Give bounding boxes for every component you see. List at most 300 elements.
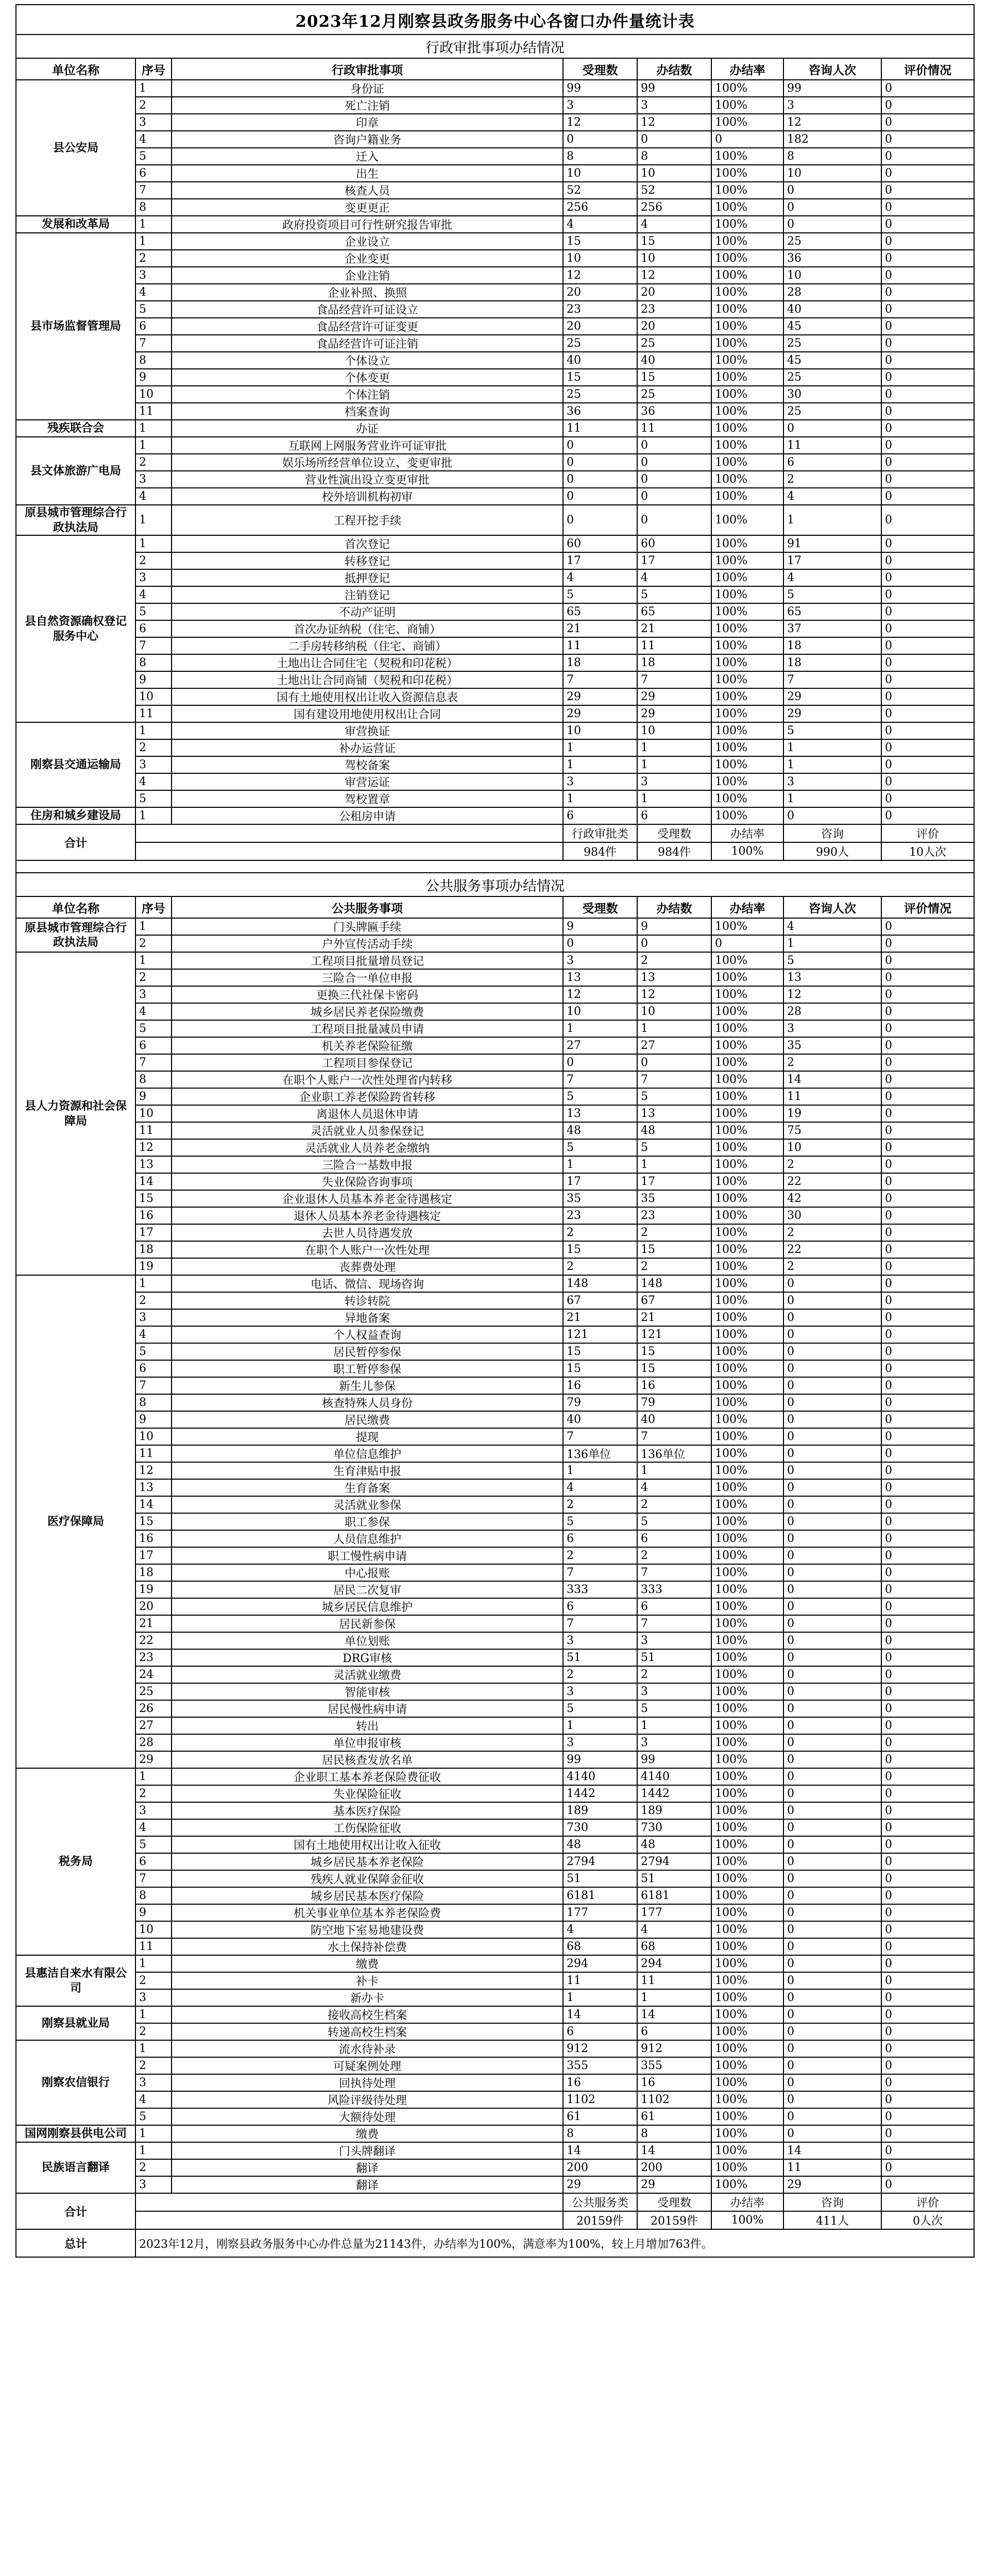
- table-row: [16, 935, 974, 952]
- accepted-count: 61: [563, 2108, 637, 2125]
- completed-count: 13: [637, 1105, 711, 1122]
- consultations: 75: [783, 1122, 881, 1139]
- completion-rate: 100%: [711, 1139, 783, 1156]
- accepted-count: 1: [563, 1717, 637, 1734]
- row-number: 6: [135, 1037, 172, 1054]
- completion-rate: 100%: [711, 790, 783, 807]
- approval-table: [15, 4, 975, 2258]
- consultations: 0: [783, 199, 881, 216]
- table-row: [16, 1173, 974, 1190]
- evaluations: 0: [881, 352, 974, 369]
- consultations: 0: [783, 2023, 881, 2040]
- row-number: 1: [135, 2142, 172, 2159]
- completed-count: 1: [637, 1989, 711, 2006]
- row-number: 1: [135, 216, 172, 233]
- header-cell: 受理数: [563, 58, 637, 80]
- completion-rate: 100%: [711, 569, 783, 586]
- evaluations: 0: [881, 1989, 974, 2006]
- total-value: 411人: [783, 2211, 881, 2229]
- item-name: 转递高校生档案: [172, 2023, 563, 2040]
- consultations: 0: [783, 1887, 881, 1904]
- table-row: [16, 1547, 974, 1564]
- evaluations: 0: [881, 603, 974, 620]
- consultations: 0: [783, 2006, 881, 2023]
- completed-count: 16: [637, 1377, 711, 1394]
- accepted-count: 2: [563, 1224, 637, 1241]
- completion-rate: 100%: [711, 2006, 783, 2023]
- evaluations: 0: [881, 199, 974, 216]
- total-value: 984件: [563, 842, 637, 860]
- completion-rate: 100%: [711, 1870, 783, 1887]
- page-title: 2023年12月刚察县政务服务中心各窗口办件量统计表: [16, 5, 974, 35]
- item-name: 补卡: [172, 1972, 563, 1989]
- table-row: [16, 1887, 974, 1904]
- item-name: 单位申报审核: [172, 1734, 563, 1751]
- unit-name-public: 民族语言翻译: [16, 2142, 135, 2193]
- table-row: [16, 1224, 974, 1241]
- table-row: [16, 1462, 974, 1479]
- completed-count: 912: [637, 2040, 711, 2057]
- accepted-count: 136单位: [563, 1445, 637, 1462]
- row-number: 11: [135, 1445, 172, 1462]
- completion-rate: 100%: [711, 1088, 783, 1105]
- consultations: 12: [783, 114, 881, 131]
- completion-rate: 100%: [711, 386, 783, 403]
- completion-rate: 100%: [711, 301, 783, 318]
- evaluations: 0: [881, 1207, 974, 1224]
- item-name: 水土保持补偿费: [172, 1938, 563, 1955]
- table-row: [16, 505, 974, 535]
- consultations: 28: [783, 284, 881, 301]
- accepted-count: 0: [563, 471, 637, 488]
- item-name: 档案查询: [172, 403, 563, 420]
- evaluations: 0: [881, 1530, 974, 1547]
- completion-rate: 100%: [711, 688, 783, 705]
- accepted-count: 4: [563, 216, 637, 233]
- row-number: 2: [135, 2159, 172, 2176]
- item-name: 个人权益查询: [172, 1326, 563, 1343]
- evaluations: 0: [881, 182, 974, 199]
- evaluations: 0: [881, 148, 974, 165]
- table-row: [16, 1377, 974, 1394]
- item-name: 企业补照、换照: [172, 284, 563, 301]
- completed-count: 51: [637, 1649, 711, 1666]
- row-number: 13: [135, 1156, 172, 1173]
- completion-rate: 100%: [711, 2057, 783, 2074]
- completed-count: 14: [637, 2006, 711, 2023]
- completion-rate: 100%: [711, 603, 783, 620]
- table-row: [16, 1700, 974, 1717]
- accepted-count: 148: [563, 1275, 637, 1292]
- completed-count: 10: [637, 165, 711, 182]
- evaluations: 0: [881, 1139, 974, 1156]
- row-number: 3: [135, 2074, 172, 2091]
- header-cell: 单位名称: [16, 58, 135, 80]
- row-number: 26: [135, 1700, 172, 1717]
- evaluations: 0: [881, 80, 974, 97]
- header-cell: 评价情况: [881, 58, 974, 80]
- evaluations: 0: [881, 1581, 974, 1598]
- accepted-count: 17: [563, 1173, 637, 1190]
- summary-row: [16, 2229, 974, 2257]
- item-name: 工程项目批量减员申请: [172, 1020, 563, 1037]
- completed-count: 15: [637, 1360, 711, 1377]
- consultations: 29: [783, 705, 881, 722]
- completion-rate: 100%: [711, 2176, 783, 2193]
- row-number: 2: [135, 97, 172, 114]
- consultations: 0: [783, 1768, 881, 1785]
- evaluations: 0: [881, 969, 974, 986]
- row-number: 2: [135, 250, 172, 267]
- item-name: 更换三代社保卡密码: [172, 986, 563, 1003]
- header-cell: 序号: [135, 896, 172, 918]
- consultations: 0: [783, 1377, 881, 1394]
- item-name: 电话、微信、现场咨询: [172, 1275, 563, 1292]
- accepted-count: 2794: [563, 1853, 637, 1870]
- consultations: 0: [783, 1802, 881, 1819]
- row-number: 1: [135, 918, 172, 935]
- consultations: 0: [783, 1955, 881, 1972]
- completed-count: 11: [637, 637, 711, 654]
- completed-count: 99: [637, 1751, 711, 1768]
- completed-count: 11: [637, 1972, 711, 1989]
- evaluations: 0: [881, 739, 974, 756]
- completed-count: 12: [637, 114, 711, 131]
- item-name: 个体变更: [172, 369, 563, 386]
- completion-rate: 100%: [711, 1666, 783, 1683]
- row-number: 10: [135, 1105, 172, 1122]
- evaluations: 0: [881, 1870, 974, 1887]
- accepted-count: 1102: [563, 2091, 637, 2108]
- consultations: 0: [783, 1683, 881, 1700]
- item-name: 工程项目批量增员登记: [172, 952, 563, 969]
- completion-rate: 100%: [711, 318, 783, 335]
- completed-count: 4: [637, 569, 711, 586]
- completion-rate: 100%: [711, 216, 783, 233]
- table-row: [16, 1649, 974, 1666]
- completed-count: 0: [637, 437, 711, 454]
- completion-rate: 100%: [711, 1938, 783, 1955]
- completed-count: 0: [637, 471, 711, 488]
- evaluations: 0: [881, 1921, 974, 1938]
- table-row: [16, 1037, 974, 1054]
- completion-rate: 100%: [711, 233, 783, 250]
- item-name: 中心报账: [172, 1564, 563, 1581]
- row-number: 3: [135, 569, 172, 586]
- table-row: [16, 807, 974, 824]
- completed-count: 16: [637, 2074, 711, 2091]
- row-number: 3: [135, 756, 172, 773]
- table-row: [16, 2040, 974, 2057]
- accepted-count: 27: [563, 1037, 637, 1054]
- table-row: [16, 1105, 974, 1122]
- accepted-count: 99: [563, 80, 637, 97]
- consultations: 0: [783, 1972, 881, 1989]
- row-number: 4: [135, 1819, 172, 1836]
- completion-rate: 100%: [711, 773, 783, 790]
- consultations: 99: [783, 80, 881, 97]
- row-number: 1: [135, 1275, 172, 1292]
- completion-rate: 100%: [711, 2074, 783, 2091]
- accepted-count: 20: [563, 284, 637, 301]
- evaluations: 0: [881, 1292, 974, 1309]
- accepted-count: 51: [563, 1870, 637, 1887]
- completion-rate: 100%: [711, 739, 783, 756]
- accepted-count: 10: [563, 722, 637, 739]
- row-number: 6: [135, 318, 172, 335]
- table-row: [16, 1241, 974, 1258]
- item-name: 城乡居民基本医疗保险: [172, 1887, 563, 1904]
- row-number: 22: [135, 1632, 172, 1649]
- consultations: 11: [783, 2159, 881, 2176]
- table-row: [16, 1564, 974, 1581]
- completion-rate: 100%: [711, 97, 783, 114]
- row-number: 1: [135, 1768, 172, 1785]
- row-number: 12: [135, 1139, 172, 1156]
- evaluations: 0: [881, 403, 974, 420]
- item-name: 可疑案例处理: [172, 2057, 563, 2074]
- consultations: 0: [783, 807, 881, 824]
- table-row: [16, 1785, 974, 1802]
- accepted-count: 3: [563, 1683, 637, 1700]
- consultations: 0: [783, 1360, 881, 1377]
- total-labels-row-approval: [16, 824, 974, 842]
- evaluations: 0: [881, 1632, 974, 1649]
- consultations: 22: [783, 1241, 881, 1258]
- evaluations: 0: [881, 1751, 974, 1768]
- completed-count: 5: [637, 1139, 711, 1156]
- row-number: 11: [135, 1122, 172, 1139]
- completed-count: 1: [637, 1462, 711, 1479]
- completion-rate: 100%: [711, 1632, 783, 1649]
- consultations: 19: [783, 1105, 881, 1122]
- evaluations: 0: [881, 1258, 974, 1275]
- item-name: 城乡居民基本养老保险: [172, 1853, 563, 1870]
- table-row: [16, 1003, 974, 1020]
- evaluations: 0: [881, 1394, 974, 1411]
- consultations: 0: [783, 1598, 881, 1615]
- completed-count: 52: [637, 182, 711, 199]
- row-number: 27: [135, 1717, 172, 1734]
- row-number: 9: [135, 671, 172, 688]
- completion-rate: 100%: [711, 1309, 783, 1326]
- consultations: 0: [783, 1853, 881, 1870]
- evaluations: 0: [881, 1377, 974, 1394]
- accepted-count: 23: [563, 1207, 637, 1224]
- consultations: 3: [783, 1020, 881, 1037]
- consultations: 42: [783, 1190, 881, 1207]
- row-number: 2: [135, 1292, 172, 1309]
- item-name: 失业保险征收: [172, 1785, 563, 1802]
- completion-rate: 100%: [711, 420, 783, 437]
- accepted-count: 13: [563, 1105, 637, 1122]
- evaluations: 0: [881, 688, 974, 705]
- item-name: 在职个人账户一次性处理: [172, 1241, 563, 1258]
- row-number: 21: [135, 1615, 172, 1632]
- consultations: 0: [783, 420, 881, 437]
- completion-rate: 100%: [711, 1054, 783, 1071]
- consultations: 4: [783, 569, 881, 586]
- table-row: [16, 2006, 974, 2023]
- completed-count: 355: [637, 2057, 711, 2074]
- evaluations: 0: [881, 1904, 974, 1921]
- completion-rate: 100%: [711, 250, 783, 267]
- total-label: 合计: [16, 824, 135, 860]
- completed-count: 6: [637, 807, 711, 824]
- completion-rate: 100%: [711, 284, 783, 301]
- evaluations: 0: [881, 1972, 974, 1989]
- table-row: [16, 1411, 974, 1428]
- table-row: [16, 1717, 974, 1734]
- table-row: [16, 1207, 974, 1224]
- item-name: 残疾人就业保障金征收: [172, 1870, 563, 1887]
- total-spacer: [135, 2211, 563, 2229]
- completed-count: 29: [637, 688, 711, 705]
- item-name: 异地备案: [172, 1309, 563, 1326]
- completed-count: 23: [637, 301, 711, 318]
- table-row: [16, 918, 974, 935]
- table-row: [16, 1768, 974, 1785]
- item-name: 新生儿参保: [172, 1377, 563, 1394]
- completion-rate: 100%: [711, 671, 783, 688]
- unit-name-approval: 县文体旅游广电局: [16, 437, 135, 505]
- completed-count: 8: [637, 148, 711, 165]
- accepted-count: 25: [563, 386, 637, 403]
- table-row: [16, 535, 974, 552]
- approval-rows: [16, 80, 974, 824]
- completed-count: 5: [637, 1088, 711, 1105]
- evaluations: 0: [881, 1275, 974, 1292]
- total-value: 0人次: [881, 2211, 974, 2229]
- row-number: 2: [135, 552, 172, 569]
- item-name: 职工暂停参保: [172, 1360, 563, 1377]
- completion-rate: 100%: [711, 1717, 783, 1734]
- table-row: [16, 250, 974, 267]
- total-sublabel: 评价: [881, 2193, 974, 2211]
- consultations: 45: [783, 352, 881, 369]
- accepted-count: 7: [563, 1071, 637, 1088]
- row-number: 7: [135, 1377, 172, 1394]
- evaluations: 0: [881, 488, 974, 505]
- item-name: 翻译: [172, 2176, 563, 2193]
- evaluations: 0: [881, 790, 974, 807]
- evaluations: 0: [881, 535, 974, 552]
- item-name: 核查人员: [172, 182, 563, 199]
- unit-name-public: 刚察县就业局: [16, 2006, 135, 2040]
- completed-count: 2: [637, 952, 711, 969]
- item-name: 国有土地使用权出让收入征收: [172, 1836, 563, 1853]
- unit-name-approval: 原县城市管理综合行政执法局: [16, 505, 135, 535]
- evaluations: 0: [881, 756, 974, 773]
- table-row: [16, 1156, 974, 1173]
- completed-count: 6181: [637, 1887, 711, 1904]
- evaluations: 0: [881, 1598, 974, 1615]
- consultations: 3: [783, 97, 881, 114]
- completion-rate: 100%: [711, 1904, 783, 1921]
- accepted-count: 912: [563, 2040, 637, 2057]
- accepted-count: 3: [563, 1734, 637, 1751]
- item-name: 接收高校生档案: [172, 2006, 563, 2023]
- completed-count: 6: [637, 1598, 711, 1615]
- table-row: [16, 637, 974, 654]
- completed-count: 0: [637, 1054, 711, 1071]
- completed-count: 10: [637, 722, 711, 739]
- table-row: [16, 352, 974, 369]
- table-row: [16, 2176, 974, 2193]
- evaluations: 0: [881, 505, 974, 535]
- completed-count: 11: [637, 420, 711, 437]
- completion-rate: 100%: [711, 267, 783, 284]
- accepted-count: 29: [563, 2176, 637, 2193]
- accepted-count: 15: [563, 1241, 637, 1258]
- row-number: 1: [135, 2125, 172, 2142]
- evaluations: 0: [881, 918, 974, 935]
- consultations: 30: [783, 386, 881, 403]
- completion-rate: 100%: [711, 1275, 783, 1292]
- consultations: 18: [783, 637, 881, 654]
- completed-count: 4: [637, 1479, 711, 1496]
- accepted-count: 7: [563, 1428, 637, 1445]
- row-number: 3: [135, 114, 172, 131]
- completed-count: 1: [637, 1717, 711, 1734]
- evaluations: 0: [881, 1734, 974, 1751]
- table-row: [16, 2125, 974, 2142]
- accepted-count: 40: [563, 352, 637, 369]
- evaluations: 0: [881, 1445, 974, 1462]
- accepted-count: 29: [563, 688, 637, 705]
- consultations: 0: [783, 1326, 881, 1343]
- evaluations: 0: [881, 1411, 974, 1428]
- evaluations: 0: [881, 1564, 974, 1581]
- total-value: 984件: [637, 842, 711, 860]
- completion-rate: 100%: [711, 1768, 783, 1785]
- item-name: 提现: [172, 1428, 563, 1445]
- row-number: 1: [135, 420, 172, 437]
- consultations: 0: [783, 2057, 881, 2074]
- accepted-count: 18: [563, 654, 637, 671]
- consultations: 5: [783, 722, 881, 739]
- row-number: 2: [135, 739, 172, 756]
- consultations: 28: [783, 1003, 881, 1020]
- consultations: 0: [783, 1462, 881, 1479]
- accepted-count: 355: [563, 2057, 637, 2074]
- completed-count: 65: [637, 603, 711, 620]
- completed-count: 5: [637, 1700, 711, 1717]
- accepted-count: 29: [563, 705, 637, 722]
- accepted-count: 79: [563, 1394, 637, 1411]
- completed-count: 1442: [637, 1785, 711, 1802]
- row-number: 3: [135, 471, 172, 488]
- completed-count: 10: [637, 1003, 711, 1020]
- consultations: 2: [783, 1258, 881, 1275]
- completion-rate: 100%: [711, 1734, 783, 1751]
- table-row: [16, 569, 974, 586]
- row-number: 8: [135, 654, 172, 671]
- table-row: [16, 80, 974, 97]
- completion-rate: 100%: [711, 1615, 783, 1632]
- item-name: 企业退休人员基本养老金待遇核定: [172, 1190, 563, 1207]
- row-number: 14: [135, 1173, 172, 1190]
- header-cell: 办结数: [637, 896, 711, 918]
- item-name: 二手房转移纳税（住宅、商铺）: [172, 637, 563, 654]
- accepted-count: 6: [563, 2023, 637, 2040]
- accepted-count: 189: [563, 1802, 637, 1819]
- consultations: 25: [783, 403, 881, 420]
- evaluations: 0: [881, 250, 974, 267]
- accepted-count: 0: [563, 131, 637, 148]
- evaluations: 0: [881, 165, 974, 182]
- table-row: [16, 437, 974, 454]
